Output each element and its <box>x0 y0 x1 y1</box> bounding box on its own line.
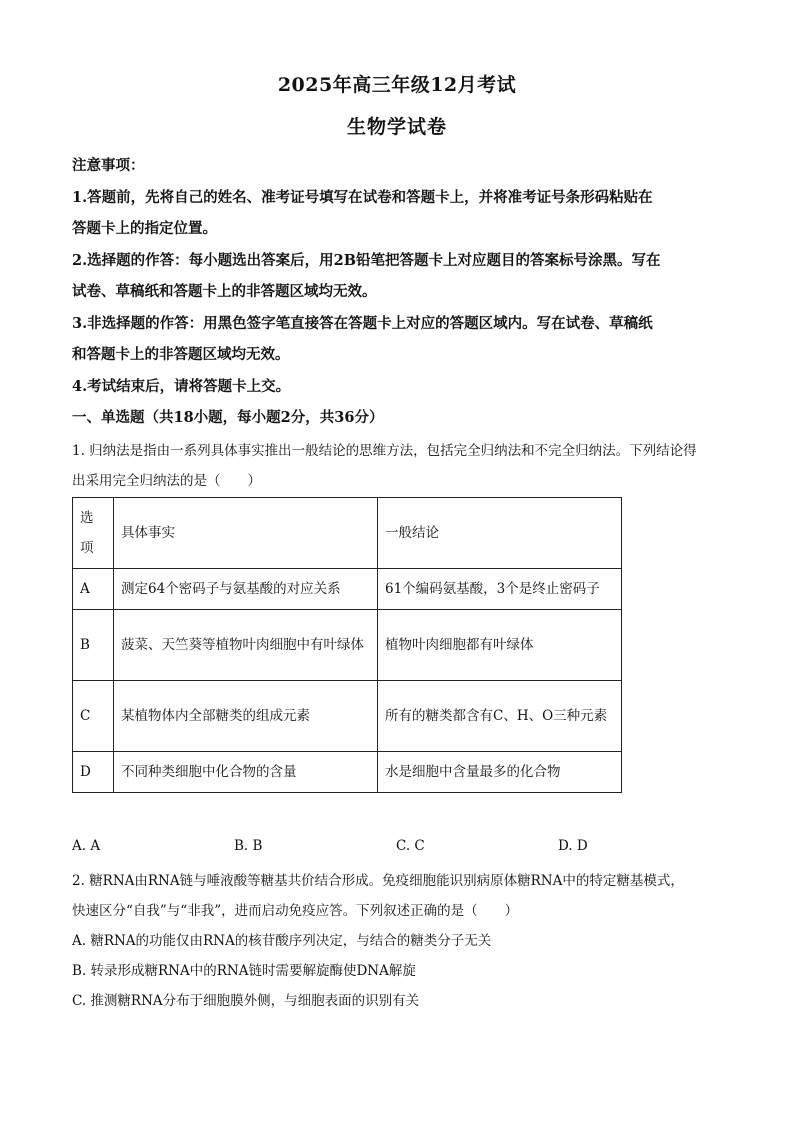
notice-block <box>72 150 732 434</box>
notice-line: 1.答题前，先将自己的姓名、准考证号填写在试卷和答题卡上，并将准考证号条形码粘贴在 <box>72 188 653 206</box>
table-row <box>73 569 622 610</box>
table-row <box>73 610 622 681</box>
table-row <box>73 681 622 752</box>
table-header-row <box>73 498 622 569</box>
question-2-option-a: A. 糖RNA的功能仅由RNA的核苷酸序列决定，与结合的糖类分子无关 <box>72 933 492 949</box>
table-cell: 植物叶肉细胞都有叶绿体 <box>378 610 622 681</box>
exam-title: 2025年高三年级12月考试 <box>277 74 517 96</box>
section-heading: 一、单选题（共18小题，每小题2分，共36分） <box>72 409 384 426</box>
table-cell: B <box>73 610 114 681</box>
notice-line: 3.非选择题的作答：用黑色签字笔直接答在答题卡上对应的答题区域内。写在试卷、草稿纸 <box>72 314 653 332</box>
table-cell: 测定64个密码子与氨基酸的对应关系 <box>114 569 378 610</box>
table-row <box>73 752 622 793</box>
table-cell: A <box>73 569 114 610</box>
question-2-line: 2. 糖RNA由RNA链与唾液酸等糖基共价结合形成。免疫细胞能识别病原体糖RNA中的特定糖基模式， <box>72 873 684 889</box>
question-2-option-b: B. 转录形成糖RNA中的RNA链时需要解旋酶使DNA解旋 <box>72 963 416 979</box>
option-d: D. D <box>558 838 588 854</box>
question-2-option-c: C. 推测糖RNA分布于细胞膜外侧，与细胞表面的识别有关 <box>72 993 420 1009</box>
table-cell: 61个编码氨基酸，3个是终止密码子 <box>378 569 622 610</box>
table-header-cell: 选项 <box>73 498 114 569</box>
option-b: B. B <box>234 838 263 854</box>
table-header-cell: 具体事实 <box>114 498 378 569</box>
table-header-cell: 一般结论 <box>378 498 622 569</box>
question-1-stem <box>72 436 727 496</box>
table-cell: 菠菜、天竺葵等植物叶肉细胞中有叶绿体 <box>114 610 378 681</box>
notice-line: 答题卡上的指定位置。 <box>72 220 217 237</box>
table-cell: D <box>73 752 114 793</box>
question-2-line: 快速区分“自我”与“非我”，进而启动免疫应答。下列叙述正确的是（ ） <box>72 903 519 919</box>
question-1-table <box>72 497 622 793</box>
question-1-line: 1. 归纳法是指由一系列具体事实推出一般结论的思维方法，包括完全归纳法和不完全归纳法。下列结论得 <box>72 443 697 459</box>
exam-subtitle: 生物学试卷 <box>346 116 447 138</box>
notice-heading: 注意事项： <box>72 157 145 174</box>
table-cell: 所有的糖类都含有C、H、O三种元素 <box>378 681 622 752</box>
question-2 <box>72 866 727 1016</box>
notice-line: 2.选择题的作答：每小题选出答案后，用2B铅笔把答题卡上对应题目的答案标号涂黑。写在 <box>72 251 661 269</box>
question-1-line: 出采用完全归纳法的是（ ） <box>72 473 261 489</box>
option-a: A. A <box>72 838 101 854</box>
notice-line: 和答题卡上的非答题区域均无效。 <box>72 346 290 363</box>
table-cell: 水是细胞中含量最多的化合物 <box>378 752 622 793</box>
notice-line: 4.考试结束后，请将答题卡上交。 <box>72 377 291 395</box>
notice-line: 试卷、草稿纸和答题卡上的非答题区域均无效。 <box>72 283 377 300</box>
table-cell: C <box>73 681 114 752</box>
table-cell: 某植物体内全部糖类的组成元素 <box>114 681 378 752</box>
table-cell: 不同种类细胞中化合物的含量 <box>114 752 378 793</box>
option-c: C. C <box>396 838 425 854</box>
